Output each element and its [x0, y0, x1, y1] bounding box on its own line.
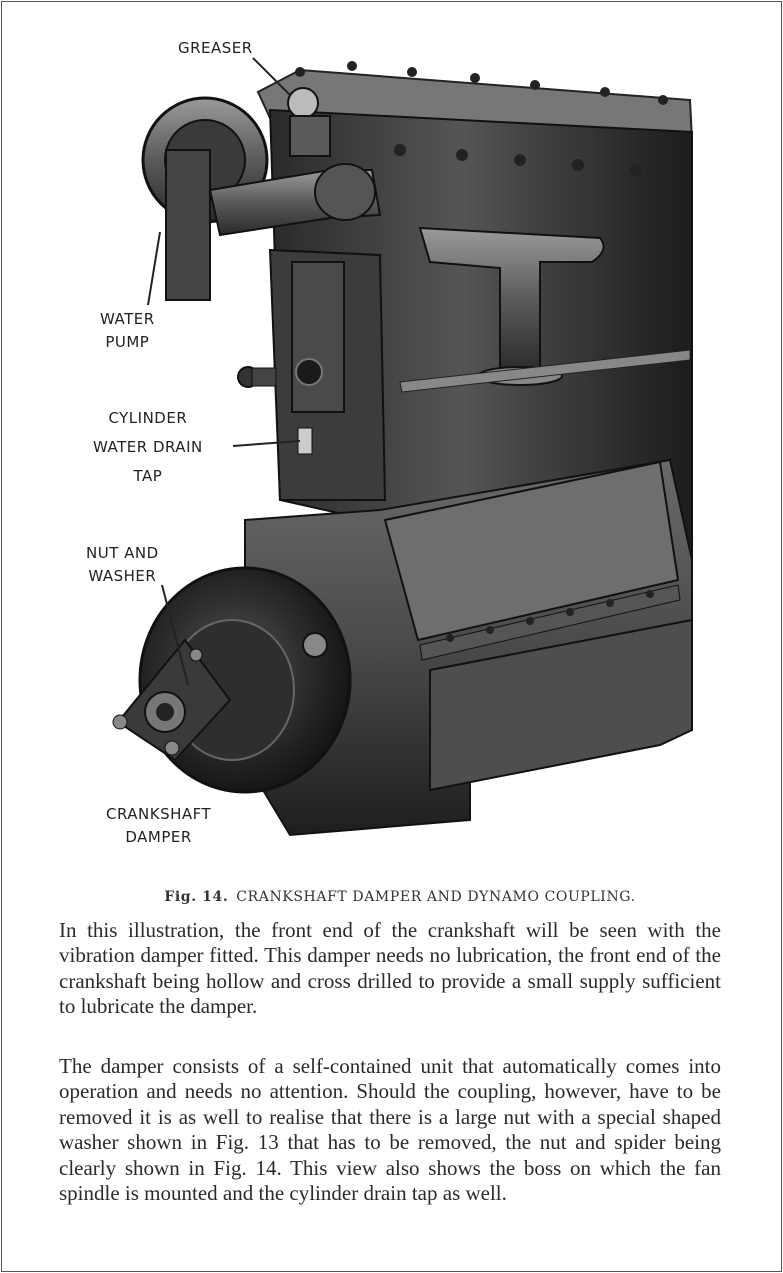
callout-water-pump: WATER PUMP — [100, 310, 155, 351]
callout-cylinder-water-drain-tap: CYLINDER WATER DRAIN TAP — [93, 409, 203, 485]
callout-greaser: GREASER — [178, 39, 253, 57]
figure-caption-text: CRANKSHAFT DAMPER AND DYNAMO COUPLING. — [236, 889, 636, 905]
callout-crankshaft-damper: CRANKSHAFT DAMPER — [106, 805, 212, 846]
callout-nut-and-washer: NUT AND WASHER — [86, 544, 159, 585]
body-paragraph-2: The damper consists of a self-contained unit that automatically comes into operation and needs no attention. Should the coupling, however, have to be removed it is as well to realise that there is a large nut with a special shaped washer shown in Fig. 13 that has to be removed, the nut and spider being clearly shown in Fig. 14. This view also shows the boss on which the fan spindle is mounted and the cylinder drain tap as well. — [59, 1054, 721, 1206]
drain-tap — [298, 428, 312, 454]
inspection-plate — [292, 262, 344, 412]
figure-caption — [60, 889, 740, 905]
figure-number: Fig. 14. — [164, 889, 229, 905]
water-pump-outlet — [166, 150, 210, 300]
greaser-cup — [288, 88, 318, 118]
body-paragraph-1: In this illustration, the front end of the crankshaft will be seen with the vibration damper fitted. This damper needs no lubrication, the front end of the crankshaft being hollow and cross drilled to provide a small supply sufficient to lubricate the damper. — [59, 918, 721, 1019]
